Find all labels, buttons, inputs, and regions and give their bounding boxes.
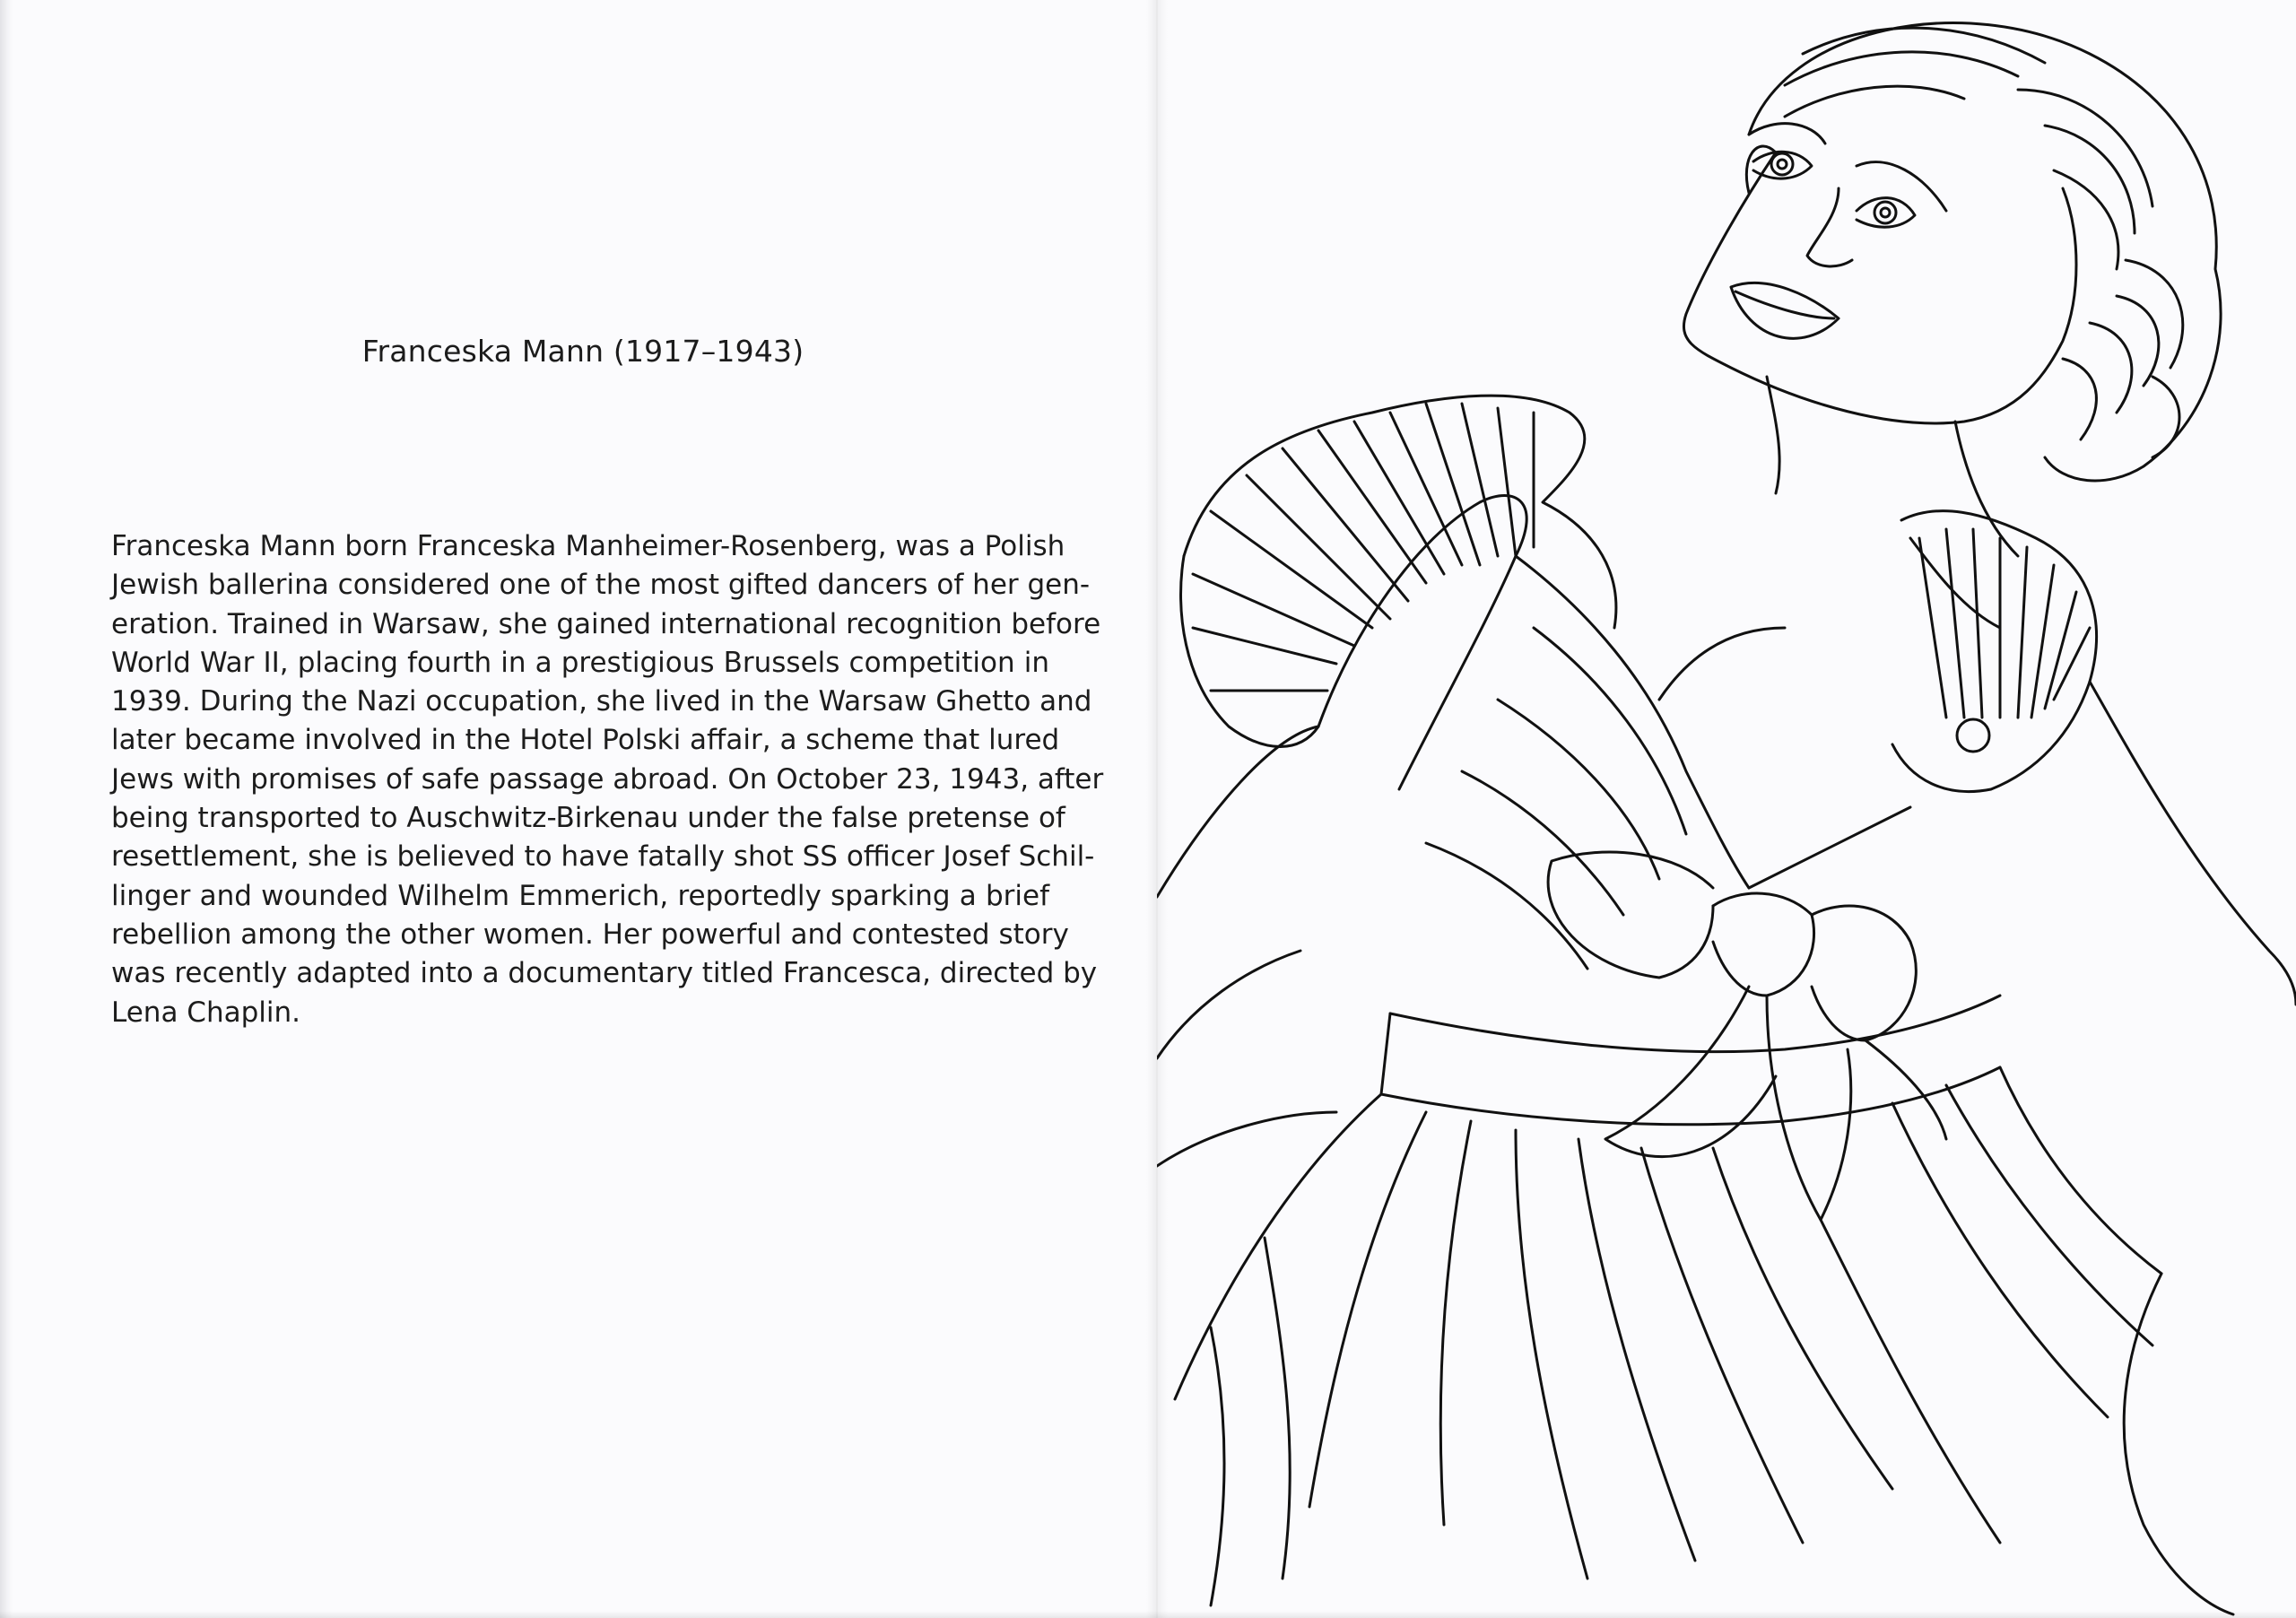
neck — [1767, 377, 1779, 493]
page-bottom-edge — [0, 1611, 2296, 1618]
bow — [1548, 852, 1713, 978]
biography-line: linger and wounded Wilhelm Emmerich, reportedly sparking a brief — [111, 879, 1049, 912]
nose — [1807, 188, 1852, 266]
bodice — [1516, 556, 1749, 888]
biography-line: eration. Trained in Warsaw, she gained international recognition before — [111, 607, 1101, 640]
biography-line: Franceska Mann born Franceska Manheimer-Rosenberg, was a Polish — [111, 530, 1065, 562]
biography-line: Jews with promises of safe passage abroad. On October 23, 1943, after — [111, 762, 1104, 796]
biography-line: later became involved in the Hotel Polski affair, a scheme that lured — [111, 724, 1060, 757]
biography-line: was recently adapted into a documentary titled Francesca, directed by — [111, 957, 1098, 990]
right-page — [1157, 0, 2296, 1618]
biography-line: rebellion among the other women. Her powerful and contested story — [111, 918, 1069, 951]
biography-line: 1939. During the Nazi occupation, she lived in the Warsaw Ghetto and — [111, 685, 1092, 718]
biography-line: Lena Chaplin. — [111, 996, 300, 1029]
biography-line: being transported to Auschwitz-Birkenau under the false pretense of — [111, 802, 1065, 835]
biography-line: World War II, placing fourth in a prestigious Brussels competition in — [111, 646, 1049, 679]
page-title: Franceska Mann (1917–1943) — [361, 334, 804, 369]
hair-outline — [1749, 23, 2221, 481]
biography-line: Jewish ballerina considered one of the most gifted dancers of her gen- — [111, 569, 1091, 602]
face-outline — [1683, 152, 2076, 423]
biography-line: resettlement, she is believed to have fatally shot SS officer Josef Schil- — [111, 840, 1095, 874]
biography-text — [111, 527, 1104, 1032]
line-art-portrait-icon — [1157, 0, 2296, 1618]
